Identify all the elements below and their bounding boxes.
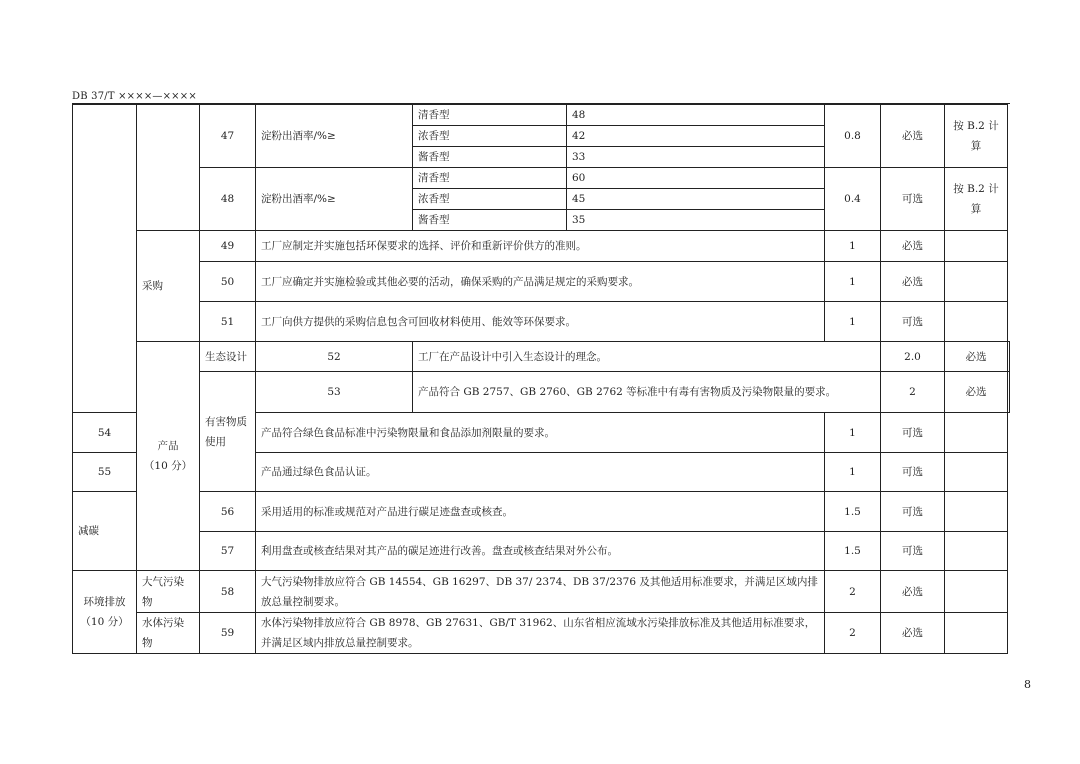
remark-empty bbox=[945, 532, 1008, 571]
table-row bbox=[73, 613, 1010, 654]
table-row bbox=[73, 571, 1010, 613]
table-row bbox=[73, 532, 1010, 571]
requirement-text: 淀粉出酒率/%≥ bbox=[256, 105, 413, 168]
remark: 按 B.2 计算 bbox=[945, 168, 1008, 231]
category-product-label: 产品 bbox=[157, 440, 179, 452]
weight-score: 0.4 bbox=[825, 168, 881, 231]
weight-score: 1.5 bbox=[825, 532, 881, 571]
weight-score: 1 bbox=[825, 262, 881, 302]
remark-empty bbox=[945, 413, 1008, 453]
item-number: 58 bbox=[200, 571, 256, 613]
subcategory-cell-empty bbox=[137, 105, 200, 231]
requirement-text: 采用适用的标准或规范对产品进行碳足迹盘查或核查。 bbox=[256, 492, 825, 532]
requirement-level: 必选 bbox=[881, 613, 945, 654]
weight-score: 2 bbox=[881, 372, 945, 413]
aroma-type: 浓香型 bbox=[413, 126, 567, 147]
requirement-text: 淀粉出酒率/%≥ bbox=[256, 168, 413, 231]
aroma-type: 酱香型 bbox=[413, 210, 567, 231]
requirement-text: 水体污染物排放应符合 GB 8978、GB 27631、GB/T 31962、山东省相应流域水污染排放标准及其他适用标准要求，并满足区域内排放总量控制要求。 bbox=[256, 613, 825, 654]
requirement-text: 大气污染物排放应符合 GB 14554、GB 16297、DB 37/ 2374、DB 37/2376 及其他适用标准要求，并满足区域内排放总量控制要求。 bbox=[256, 571, 825, 613]
remark-empty bbox=[945, 302, 1008, 342]
threshold-value: 33 bbox=[567, 147, 825, 168]
requirement-level: 必选 bbox=[881, 571, 945, 613]
table-row bbox=[73, 372, 1010, 413]
category-cell-empty bbox=[73, 105, 137, 413]
weight-score: 2 bbox=[825, 613, 881, 654]
subcategory-carbon-reduction: 减碳 bbox=[73, 492, 137, 571]
requirement-level: 必选 bbox=[945, 342, 1008, 372]
weight-score: 1 bbox=[825, 453, 881, 492]
item-number: 56 bbox=[200, 492, 256, 532]
table-row bbox=[73, 302, 1010, 342]
remark: 按 B.2 计算 bbox=[945, 105, 1008, 168]
requirement-text: 利用盘查或核查结果对其产品的碳足迹进行改善。盘查或核查结果对外公布。 bbox=[256, 532, 825, 571]
requirement-level: 必选 bbox=[881, 105, 945, 168]
item-number: 47 bbox=[200, 105, 256, 168]
aroma-type: 清香型 bbox=[413, 168, 567, 189]
requirement-level: 可选 bbox=[881, 492, 945, 532]
weight-score: 2.0 bbox=[881, 342, 945, 372]
subcategory-hazardous-substances: 有害物质使用 bbox=[200, 372, 256, 492]
requirement-text: 工厂在产品设计中引入生态设计的理念。 bbox=[413, 342, 881, 372]
requirement-text: 工厂向供方提供的采购信息包含可回收材料使用、能效等环保要求。 bbox=[256, 302, 825, 342]
item-number: 54 bbox=[73, 413, 137, 453]
weight-score: 1.5 bbox=[825, 492, 881, 532]
requirement-level: 可选 bbox=[881, 168, 945, 231]
requirement-level: 可选 bbox=[881, 302, 945, 342]
item-number: 49 bbox=[200, 231, 256, 262]
item-number: 59 bbox=[200, 613, 256, 654]
remark-empty bbox=[945, 231, 1008, 262]
remark-empty bbox=[945, 613, 1008, 654]
table-row bbox=[73, 168, 1010, 189]
category-env-label: 环境排放 bbox=[83, 596, 126, 608]
category-environmental-emissions bbox=[73, 571, 137, 654]
table-row bbox=[73, 105, 1010, 126]
subcategory-air-pollutants: 大气污染物 bbox=[137, 571, 200, 613]
requirement-text: 产品符合 GB 2757、GB 2760、GB 2762 等标准中有毒有害物质及污染物限量的要求。 bbox=[413, 372, 881, 413]
requirement-level: 可选 bbox=[881, 453, 945, 492]
evaluation-table bbox=[72, 104, 1010, 654]
aroma-type: 清香型 bbox=[413, 105, 567, 126]
remark-empty bbox=[1008, 372, 1010, 413]
requirement-level: 必选 bbox=[881, 262, 945, 302]
requirement-text: 产品通过绿色食品认证。 bbox=[256, 453, 825, 492]
requirement-level: 可选 bbox=[881, 532, 945, 571]
weight-score: 1 bbox=[825, 302, 881, 342]
item-number: 53 bbox=[256, 372, 413, 413]
weight-score: 0.8 bbox=[825, 105, 881, 168]
subcategory-purchase: 采购 bbox=[137, 231, 200, 342]
item-number: 55 bbox=[73, 453, 137, 492]
item-number: 48 bbox=[200, 168, 256, 231]
table-row bbox=[73, 492, 1010, 532]
category-product bbox=[137, 342, 200, 571]
threshold-value: 48 bbox=[567, 105, 825, 126]
requirement-text: 工厂应制定并实施包括环保要求的选择、评价和重新评价供方的准则。 bbox=[256, 231, 825, 262]
remark-empty bbox=[945, 571, 1008, 613]
aroma-type: 酱香型 bbox=[413, 147, 567, 168]
requirement-level: 必选 bbox=[881, 231, 945, 262]
remark-empty bbox=[1008, 342, 1010, 372]
table-row bbox=[73, 342, 1010, 372]
threshold-value: 35 bbox=[567, 210, 825, 231]
requirement-text: 工厂应确定并实施检验或其他必要的活动，确保采购的产品满足规定的采购要求。 bbox=[256, 262, 825, 302]
table-row bbox=[73, 231, 1010, 262]
threshold-value: 45 bbox=[567, 189, 825, 210]
requirement-text: 产品符合绿色食品标准中污染物限量和食品添加剂限量的要求。 bbox=[256, 413, 825, 453]
category-product-score: （10 分） bbox=[143, 460, 193, 472]
aroma-type: 浓香型 bbox=[413, 189, 567, 210]
threshold-value: 60 bbox=[567, 168, 825, 189]
subcategory-eco-design: 生态设计 bbox=[200, 342, 256, 372]
item-number: 52 bbox=[256, 342, 413, 372]
weight-score: 1 bbox=[825, 231, 881, 262]
weight-score: 2 bbox=[825, 571, 881, 613]
item-number: 50 bbox=[200, 262, 256, 302]
requirement-level: 必选 bbox=[945, 372, 1008, 413]
remark-empty bbox=[945, 453, 1008, 492]
subcategory-water-pollutants: 水体污染物 bbox=[137, 613, 200, 654]
remark-empty bbox=[945, 492, 1008, 532]
remark-empty bbox=[945, 262, 1008, 302]
item-number: 57 bbox=[200, 532, 256, 571]
document-code: DB 37/T ××××—×××× bbox=[72, 91, 197, 102]
category-env-score: （10 分） bbox=[80, 616, 129, 628]
requirement-level: 可选 bbox=[881, 413, 945, 453]
item-number: 51 bbox=[200, 302, 256, 342]
weight-score: 1 bbox=[825, 413, 881, 453]
threshold-value: 42 bbox=[567, 126, 825, 147]
table-row bbox=[73, 262, 1010, 302]
page-number: 8 bbox=[1024, 678, 1031, 691]
